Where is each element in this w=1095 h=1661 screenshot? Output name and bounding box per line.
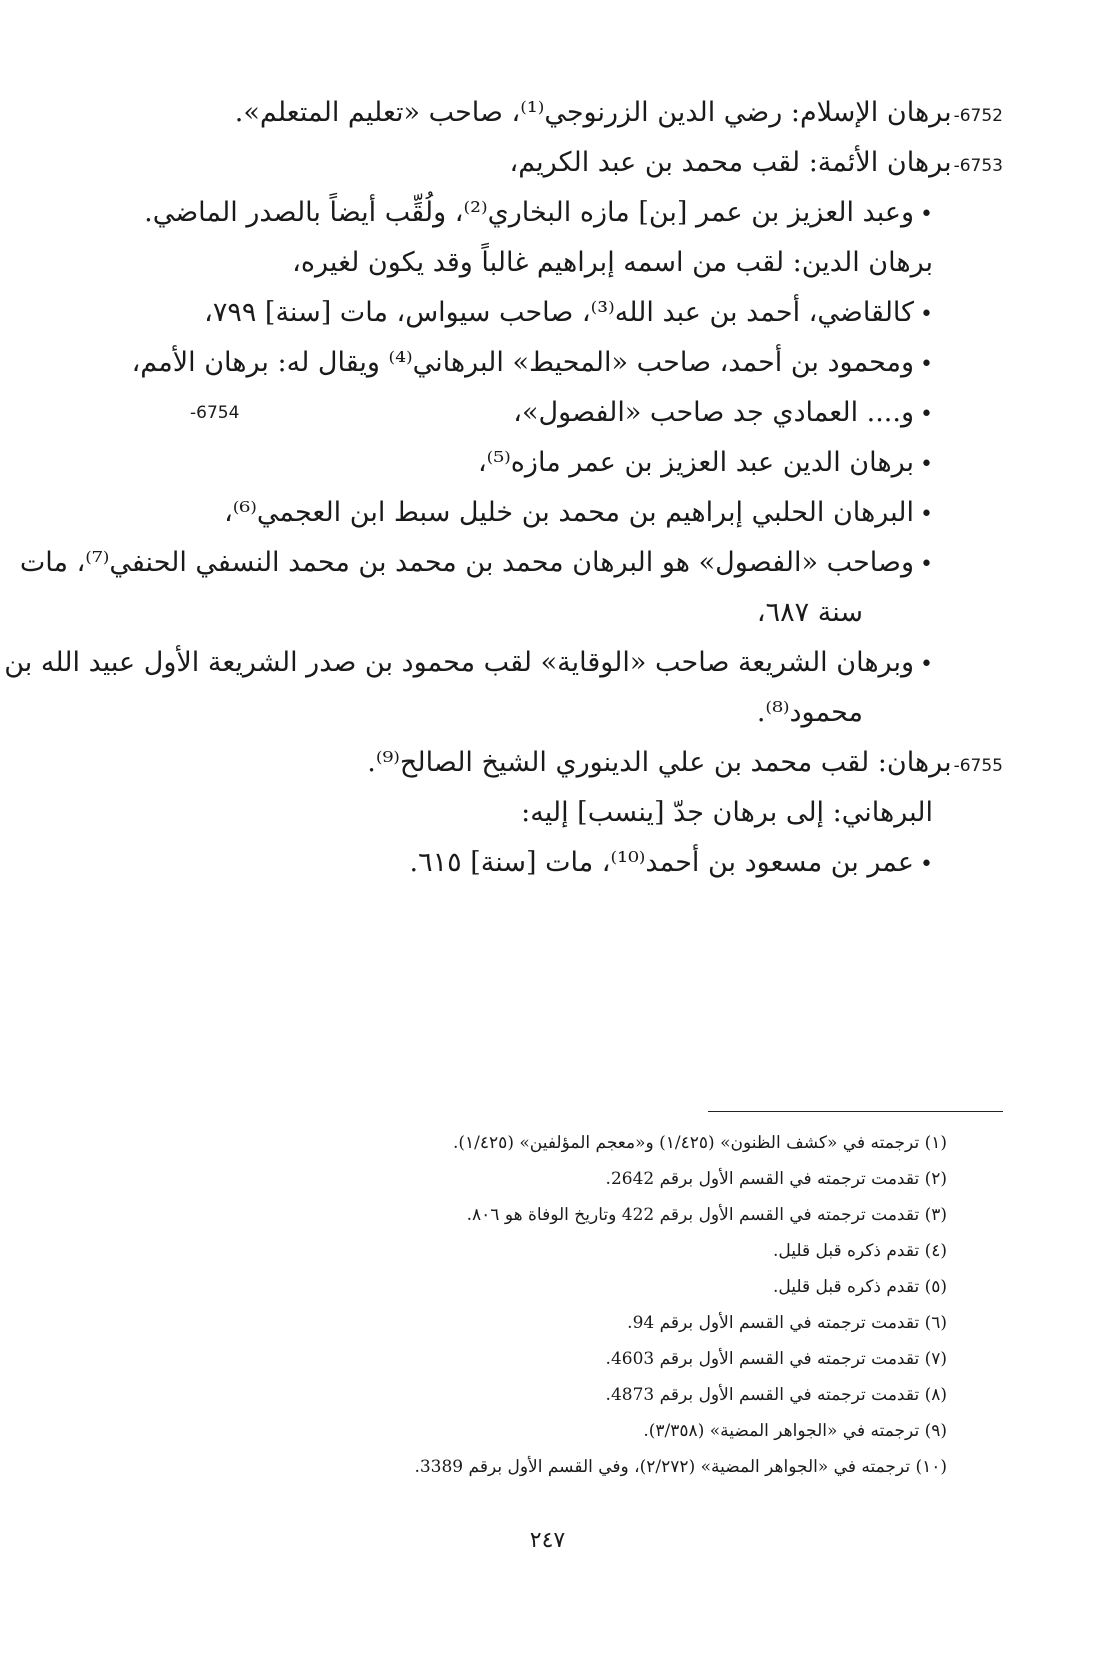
bullet-icon: • [920,652,933,677]
bullet-continuation [118,688,1003,738]
footnotes [127,1125,947,1485]
subheading-text: البرهاني: إلى برهان جدّ [ينسب] إليه: [521,797,933,828]
bullet-icon: • [920,502,933,527]
bullet-icon: • [920,352,933,377]
footnote: (٧) تقدمت ترجمته في القسم الأول برقم 4603. [605,1349,947,1369]
footnote: (٢) تقدمت ترجمته في القسم الأول برقم 2642. [605,1169,947,1189]
bullet-text: و.... العمادي جد صاحب «الفصول»، [513,397,915,428]
footnote: (١٠) ترجمته في «الجواهر المضية» (٢/٢٧٢)، وفي القسم الأول برقم 3389. [414,1457,947,1477]
bullet-item [118,838,1003,888]
entry-number: 6755- [953,756,1003,776]
footnote: (٥) تقدم ذكره قبل قليل. [772,1277,947,1297]
footnote: (٩) ترجمته في «الجواهر المضية» (٣/٣٥٨). [643,1421,947,1441]
entry-number: 6752- [953,106,1003,126]
bullet-icon: • [920,202,933,227]
footnote: (٤) تقدم ذكره قبل قليل. [772,1241,947,1261]
bullet-icon: • [920,852,933,877]
page-number: ٢٤٧ [529,1528,566,1553]
subheading-burhan-al-din [118,238,1003,288]
entry-6752 [118,88,1003,138]
bullet-item [118,288,1003,338]
footnote: (١) ترجمته في «كشف الظنون» (١/٤٢٥) و«معجم المؤلفين» (١/٤٢٥). [453,1133,947,1153]
bullet-item [19,538,1003,588]
bullet-item [4,638,1003,688]
bullet-text: ومحمود بن أحمد، صاحب «المحيط» البرهاني⁽⁴⁾ ويقال له: برهان الأمم، [131,347,915,378]
footnote: (٨) تقدمت ترجمته في القسم الأول برقم 4873. [605,1385,947,1405]
subheading-text: برهان الدين: لقب من اسمه إبراهيم غالباً وقد يكون لغيره، [292,247,933,278]
bullet-item [118,488,1003,538]
bullet-text: محمود⁽⁸⁾. [756,697,863,728]
entry-6755 [118,738,1003,788]
bullet-item [118,188,1003,238]
bullet-item [118,338,1003,388]
entry-text: برهان: لقب محمد بن علي الدينوري الشيخ الصالح⁽⁹⁾. [367,747,952,778]
bullet-item [118,438,1003,488]
bullet-text: وصاحب «الفصول» هو البرهان محمد بن محمد بن محمد النسفي الحنفي⁽⁷⁾، مات [19,547,915,578]
footnote: (٣) تقدمت ترجمته في القسم الأول برقم 422 وتاريخ الوفاة هو ٨٠٦. [466,1205,947,1225]
main-text [4,88,1003,888]
bullet-text: وبرهان الشريعة صاحب «الوقاية» لقب محمود بن صدر الشريعة الأول عبيد الله بن [4,647,915,678]
entry-6754 [118,388,1003,438]
bullet-icon: • [920,302,933,327]
bullet-text: برهان الدين عبد العزيز بن عمر مازه⁽⁵⁾، [477,447,915,478]
bullet-icon: • [920,552,933,577]
bullet-text: عمر بن مسعود بن أحمد⁽¹⁰⁾، مات [سنة] ٦١٥. [409,847,915,878]
entry-number: 6753- [953,156,1003,176]
entry-number: 6754- [190,403,240,423]
footnote: (٦) تقدمت ترجمته في القسم الأول برقم 94. [627,1313,947,1333]
bullet-text: كالقاضي، أحمد بن عبد الله⁽³⁾، صاحب سيواس، مات [سنة] ٧٩٩، [204,297,915,328]
bullet-continuation [118,588,1003,638]
entry-text: برهان الأئمة: لقب محمد بن عبد الكريم، [509,147,952,178]
footnote-divider [708,1111,1003,1112]
bullet-text: سنة ٦٨٧، [756,597,863,628]
subheading-burhani [118,788,1003,838]
entry-6753 [118,138,1003,188]
bullet-text: البرهان الحلبي إبراهيم بن محمد بن خليل سبط ابن العجمي⁽⁶⁾، [224,497,915,528]
bullet-icon: • [920,452,933,477]
bullet-icon: • [920,402,933,427]
bullet-text: وعبد العزيز بن عمر [بن] مازه البخاري⁽²⁾، ولُقِّب أيضاً بالصدر الماضي. [144,197,915,228]
entry-text: برهان الإسلام: رضي الدين الزرنوجي⁽¹⁾، صاحب «تعليم المتعلم». [234,97,952,128]
